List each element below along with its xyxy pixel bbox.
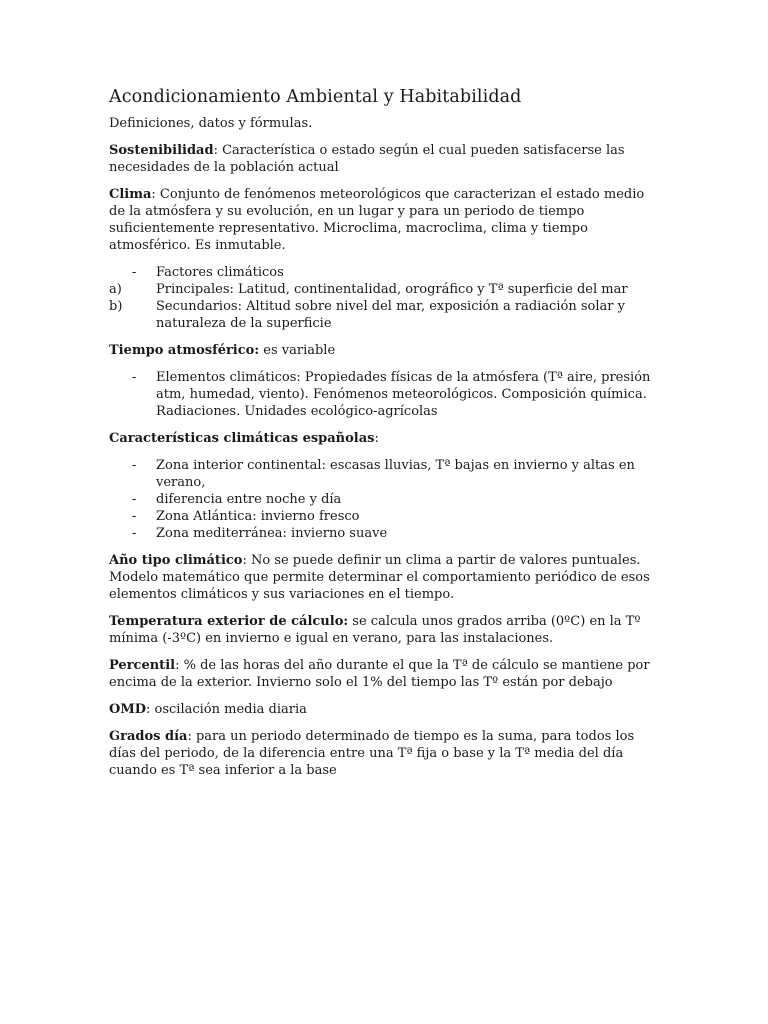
list-item-text: Secundarios: Altitud sobre nivel del mar, exposición a radiación solar y naturaleza de la superficie — [156, 299, 625, 331]
list-item-text: Factores climáticos — [156, 265, 284, 280]
text-grados-dia: : para un periodo determinado de tiempo es la suma, para todos los días del periodo, de la diferencia entre una Tª fija o base y la Tª media del día cuando es Tª sea inferior a la base — [109, 729, 635, 778]
term-anio-tipo: Año tipo climático — [109, 553, 243, 568]
text-tiempo-atmosferico: es variable — [259, 343, 336, 358]
definition-temperatura — [109, 613, 658, 647]
list-item-text: Principales: Latitud, continentalidad, orográfico y Tª superficie del mar — [156, 282, 628, 297]
list-item — [109, 508, 658, 525]
list-marker: - — [132, 492, 137, 507]
text-caracteristicas: : — [374, 431, 379, 446]
term-clima: Clima — [109, 187, 152, 202]
list-item — [109, 298, 658, 332]
list-item-text: Zona mediterránea: invierno suave — [156, 526, 388, 541]
term-omd: OMD — [109, 702, 146, 717]
document-subtitle: Definiciones, datos y fórmulas. — [109, 116, 313, 131]
document-title: Acondicionamiento Ambiental y Habitabilidad — [109, 87, 522, 107]
list-item — [109, 369, 658, 420]
list-marker: - — [132, 509, 137, 524]
list-marker: b) — [109, 299, 123, 314]
term-tiempo-atmosferico: Tiempo atmosférico: — [109, 343, 260, 358]
list-item-text: Elementos climáticos: Propiedades físicas de la atmósfera (Tª aire, presión atm, humedad, viento). Fenómenos meteorológicos. Composición química. Radiaciones. Unidades ecológico-agrícolas — [156, 370, 651, 419]
definition-grados-dia — [109, 728, 658, 779]
term-percentil: Percentil — [109, 658, 176, 673]
definition-tiempo-atmosferico — [109, 342, 658, 359]
definition-clima — [109, 186, 658, 254]
list-marker: a) — [109, 282, 122, 297]
list-marker: - — [132, 370, 137, 385]
definition-percentil — [109, 657, 658, 691]
text-sostenibilidad: : Característica o estado según el cual pueden satisfacerse las necesidades de la población actual — [109, 143, 625, 175]
list-item — [109, 264, 658, 281]
list-zonas — [109, 457, 658, 542]
list-marker: - — [132, 458, 137, 473]
list-item — [109, 491, 658, 508]
list-item — [109, 525, 658, 542]
term-temperatura: Temperatura exterior de cálculo: — [109, 614, 349, 629]
list-item — [109, 457, 658, 491]
list-elementos — [109, 369, 658, 420]
text-percentil: : % de las horas del año durante el que la Tª de cálculo se mantiene por encima de la exterior. Invierno solo el 1% del tiempo las Tº están por debajo — [109, 658, 650, 690]
text-clima: : Conjunto de fenómenos meteorológicos que caracterizan el estado medio de la atmósfera y su evolución, en un lugar y para un periodo de tiempo suficientemente representativo. Microclima, macroclima, clima y tiempo atmosférico. Es inmutable. — [109, 187, 645, 253]
definition-anio-tipo — [109, 552, 658, 603]
definition-caracteristicas — [109, 430, 658, 447]
list-item — [109, 281, 658, 298]
text-anio-tipo: : No se puede definir un clima a partir de valores puntuales. Modelo matemático que permite determinar el comportamiento periódico de esos elementos climáticos y sus variaciones en el tiempo. — [109, 553, 650, 602]
list-marker: - — [132, 526, 137, 541]
term-grados-dia: Grados día — [109, 729, 188, 744]
list-item-text: diferencia entre noche y día — [156, 492, 342, 507]
list-item-text: Zona Atlántica: invierno fresco — [156, 509, 360, 524]
list-item-text: Zona interior continental: escasas lluvias, Tª bajas en invierno y altas en verano, — [156, 458, 635, 490]
list-factores — [109, 264, 658, 332]
list-marker: - — [132, 265, 137, 280]
text-temperatura: se calcula unos grados arriba (0ºC) en la Tº mínima (-3ºC) en invierno e igual en verano, para las instalaciones. — [109, 614, 641, 646]
definition-omd — [109, 701, 658, 718]
text-omd: : oscilación media diaria — [146, 702, 307, 717]
term-caracteristicas: Características climáticas españolas — [109, 431, 375, 446]
term-sostenibilidad: Sostenibilidad — [109, 143, 214, 158]
definition-sostenibilidad — [109, 142, 658, 176]
